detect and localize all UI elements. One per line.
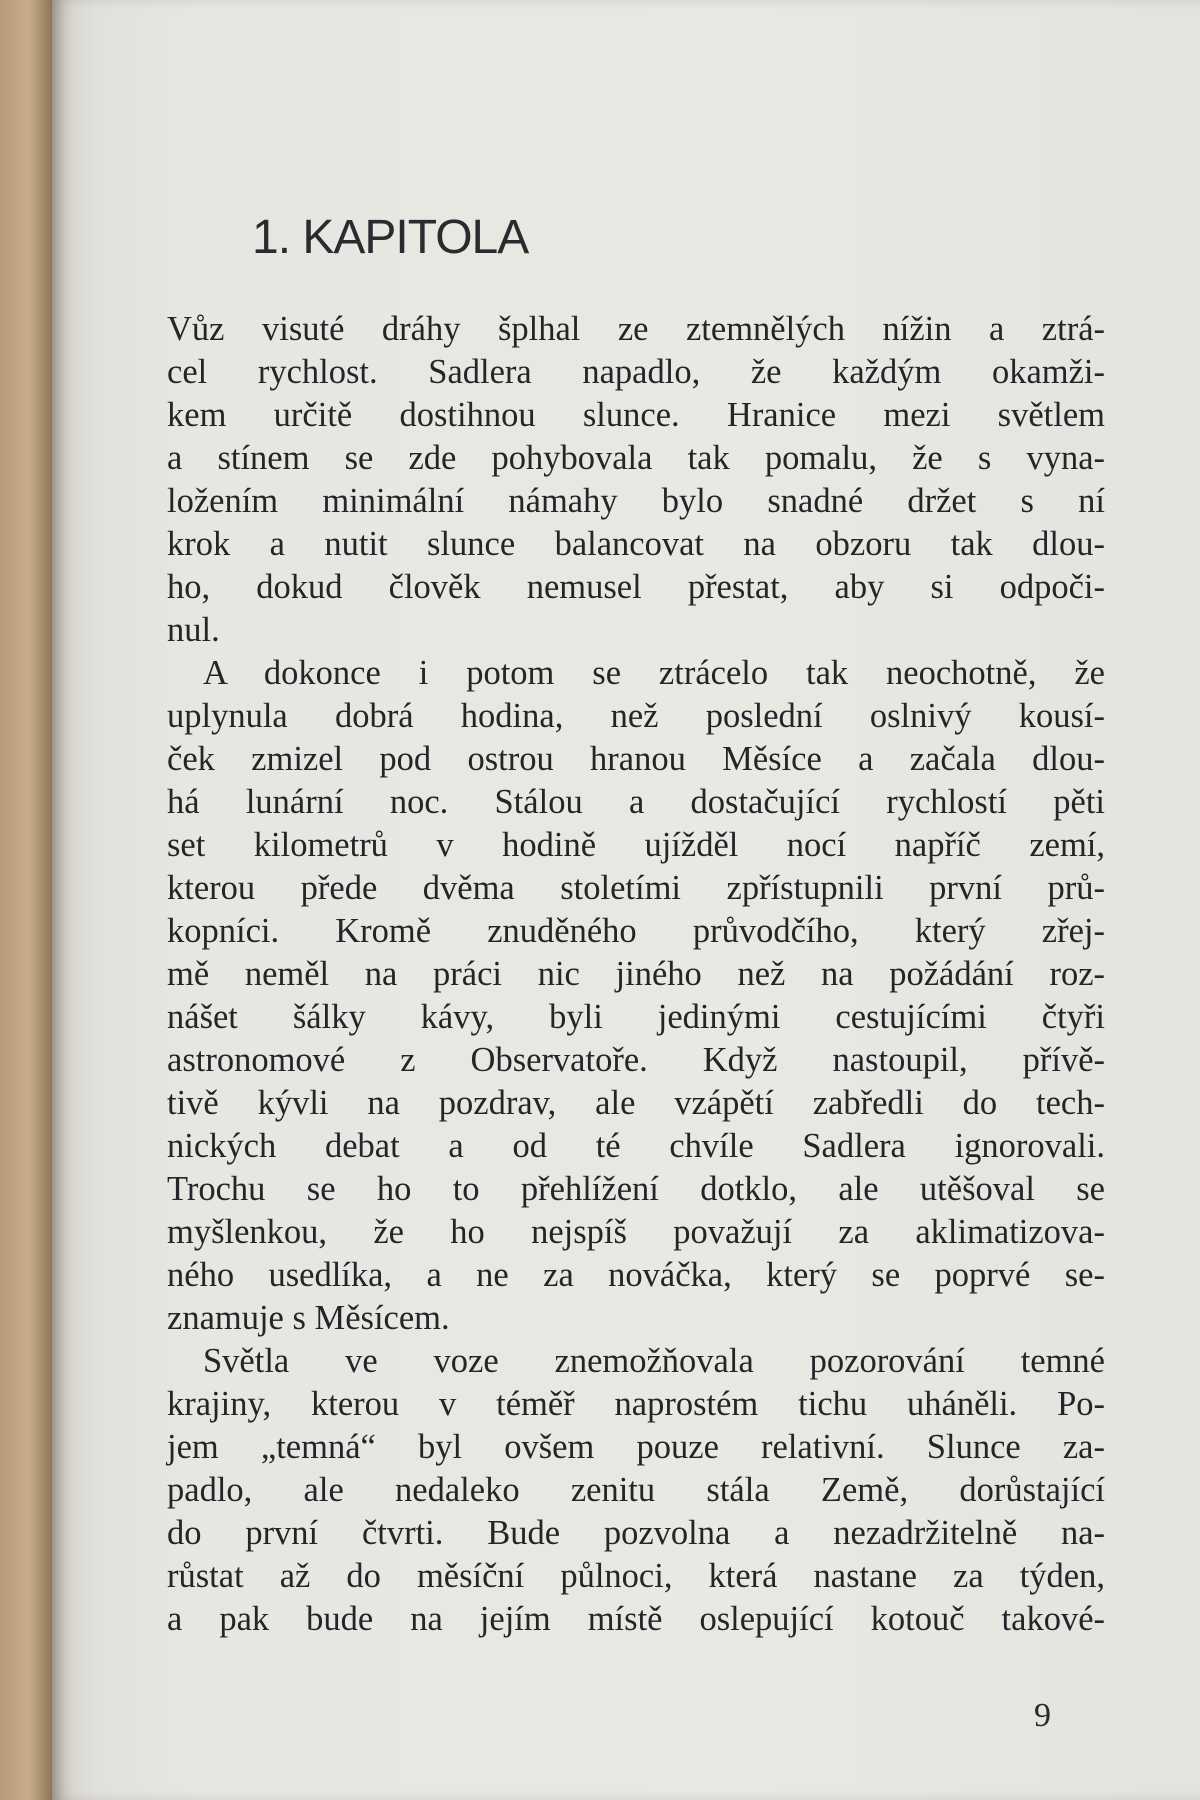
text-line: a pak bude na jejím místě oslepující kotouč takové- (167, 1600, 1105, 1638)
text-line: znamuje s Měsícem. (167, 1299, 450, 1337)
text-line: kem určitě dostihnou slunce. Hranice mezi světlem (167, 396, 1105, 434)
paragraph-3 (167, 1340, 1105, 1641)
text-line: ček zmizel pod ostrou hranou Měsíce a začala dlou- (167, 740, 1105, 778)
text-line: jem „temná“ byl ovšem pouze relativní. Slunce za- (167, 1428, 1105, 1466)
text-line: do první čtvrti. Bude pozvolna a nezadržitelně na- (167, 1514, 1105, 1552)
text-line: cel rychlost. Sadlera napadlo, že každým okamži- (167, 353, 1105, 391)
text-line: astronomové z Observatoře. Když nastoupil, přívě- (167, 1041, 1105, 1079)
text-line: růstat až do měsíční půlnoci, která nastane za týden, (167, 1557, 1105, 1595)
text-line: myšlenkou, že ho nejspíš považují za aklimatizova- (167, 1213, 1105, 1251)
body-text (167, 308, 1105, 1641)
text-line: kopníci. Kromě znuděného průvodčího, který zřej- (167, 912, 1105, 950)
book-spine-edge (0, 0, 52, 1800)
page-number: 9 (1034, 1697, 1051, 1734)
text-line: ho, dokud člověk nemusel přestat, aby si odpoči- (167, 568, 1105, 606)
text-line: ného usedlíka, a ne za nováčka, který se poprvé se- (167, 1256, 1105, 1294)
text-line: nul. (167, 611, 220, 649)
text-line: há lunární noc. Stálou a dostačující rychlostí pěti (167, 783, 1105, 821)
paragraph-1 (167, 308, 1105, 652)
text-line: tivě kývli na pozdrav, ale vzápětí zabředli do tech- (167, 1084, 1105, 1122)
text-line: krok a nutit slunce balancovat na obzoru tak dlou- (167, 525, 1105, 563)
text-line: nášet šálky kávy, byli jedinými cestujícími čtyři (167, 998, 1105, 1036)
text-line: Vůz visuté dráhy šplhal ze ztemnělých nížin a ztrá- (167, 310, 1105, 348)
text-line: padlo, ale nedaleko zenitu stála Země, dorůstající (167, 1471, 1105, 1509)
text-line: mě neměl na práci nic jiného než na požádání roz- (167, 955, 1105, 993)
text-line: nických debat a od té chvíle Sadlera ignorovali. (167, 1127, 1105, 1165)
text-line: A dokonce i potom se ztrácelo tak neochotně, že (203, 654, 1105, 692)
text-line: uplynula dobrá hodina, než poslední oslnivý kousí- (167, 697, 1105, 735)
text-line: Světla ve voze znemožňovala pozorování temné (203, 1342, 1105, 1380)
text-line: a stínem se zde pohybovala tak pomalu, že s vyna- (167, 439, 1105, 477)
book-page (52, 0, 1200, 1800)
text-line: Trochu se ho to přehlížení dotklo, ale utěšoval se (167, 1170, 1105, 1208)
text-line: krajiny, kterou v téměř naprostém tichu uháněli. Po- (167, 1385, 1105, 1423)
text-line: ložením minimální námahy bylo snadné držet s ní (167, 482, 1105, 520)
chapter-title: 1. KAPITOLA (252, 211, 529, 265)
paragraph-2 (167, 652, 1105, 1340)
text-line: kterou přede dvěma stoletími zpřístupnili první prů- (167, 869, 1105, 907)
text-line: set kilometrů v hodině ujížděl nocí napříč zemí, (167, 826, 1105, 864)
